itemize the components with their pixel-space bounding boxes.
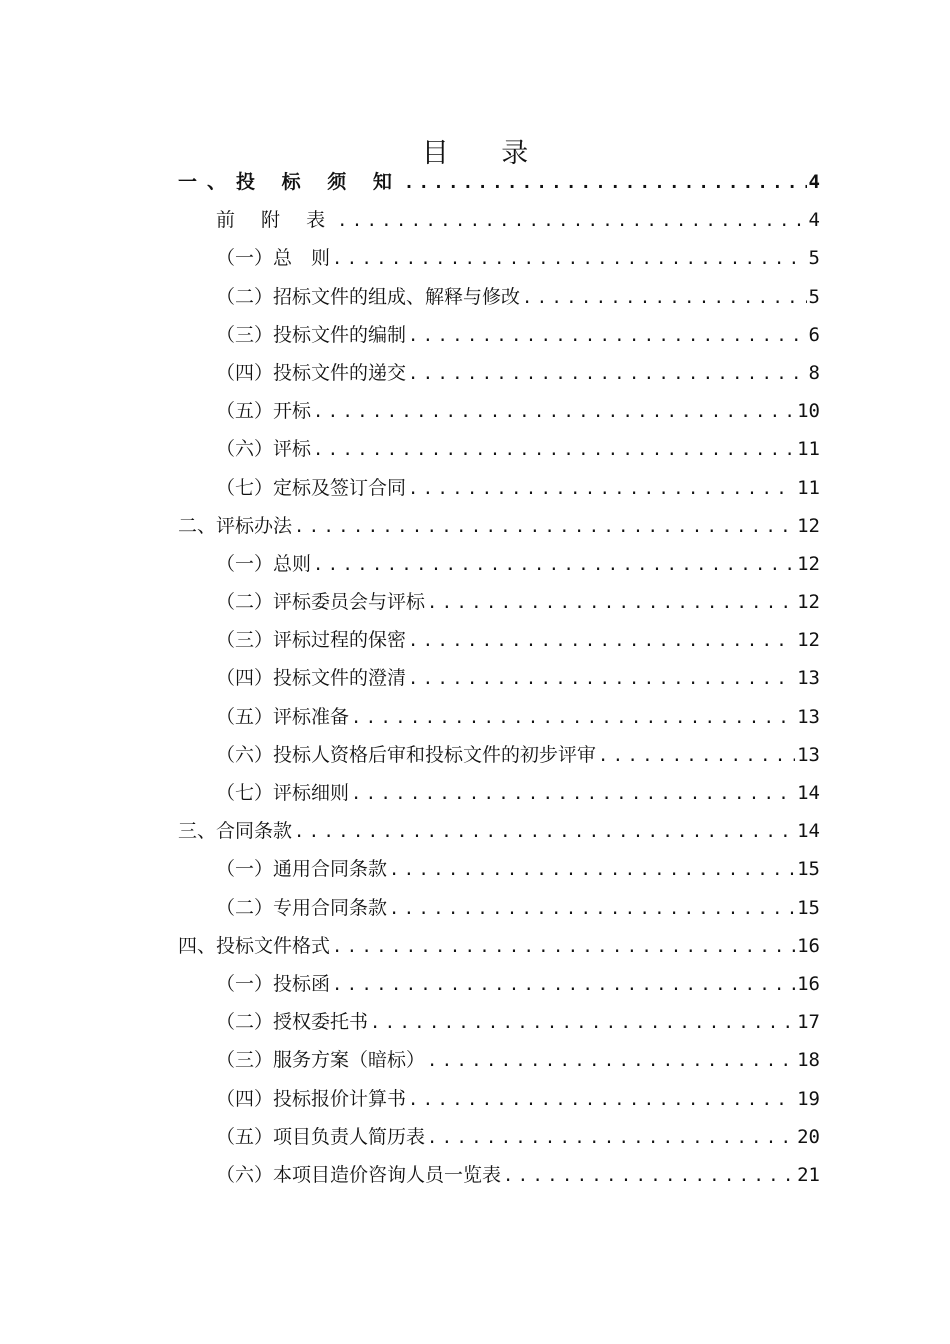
dot-leader — [370, 1004, 795, 1042]
toc-entry[interactable] — [178, 1118, 820, 1156]
toc-entry-label: （六）本项目造价咨询人员一览表 — [216, 1163, 502, 1186]
toc-entry[interactable] — [178, 927, 820, 965]
dot-leader — [313, 393, 795, 431]
toc-entry-label: （二）招标文件的组成、解释与修改 — [216, 285, 521, 308]
toc-page-number: 14 — [797, 820, 820, 843]
toc-page-number: 20 — [797, 1125, 820, 1148]
toc-entry-label: 三、合同条款 — [178, 820, 293, 843]
toc-page-number: 8 — [808, 361, 820, 384]
toc-entry[interactable] — [178, 507, 820, 545]
toc-entry-label: 前 附 表 — [216, 209, 336, 232]
toc-page-number: 21 — [797, 1163, 820, 1186]
toc-page-number: 13 — [797, 743, 820, 766]
toc-entry-label: （五）项目负责人简历表 — [216, 1125, 426, 1148]
toc-page-number: 11 — [797, 438, 820, 461]
toc-entry-label: （一）总 则 — [216, 247, 331, 270]
dot-leader — [408, 622, 795, 660]
toc-page-number: 12 — [797, 552, 820, 575]
toc-entry-label: （二）授权委托书 — [216, 1011, 369, 1034]
toc-page-number: 12 — [797, 629, 820, 652]
toc-entry-label: （二）评标委员会与评标 — [216, 591, 426, 614]
toc-entry-label: （六）投标人资格后审和投标文件的初步评审 — [216, 743, 597, 766]
dot-leader — [408, 660, 795, 698]
toc-entry-label: （三）投标文件的编制 — [216, 323, 407, 346]
toc-page-number: 19 — [797, 1087, 820, 1110]
dot-leader — [294, 508, 795, 546]
toc-page-number: 5 — [808, 285, 820, 308]
toc-entry-label: （一）总则 — [216, 552, 312, 575]
toc-entry[interactable] — [178, 583, 820, 621]
dot-leader — [337, 202, 806, 240]
toc-page-number: 13 — [797, 667, 820, 690]
dot-leader — [408, 1081, 795, 1119]
toc-entry[interactable] — [178, 850, 820, 888]
toc-entry[interactable] — [178, 774, 820, 812]
dot-leader — [332, 240, 807, 278]
toc-page-number: 16 — [797, 972, 820, 995]
toc-entry[interactable] — [178, 430, 820, 468]
toc-page-number: 14 — [797, 782, 820, 804]
table-of-contents — [178, 163, 820, 1194]
toc-entry[interactable] — [178, 1156, 820, 1194]
dot-leader — [503, 1157, 795, 1195]
toc-entry-label: 四、投标文件格式 — [178, 934, 331, 957]
toc-entry[interactable] — [178, 698, 820, 736]
toc-page-number: 12 — [797, 514, 820, 537]
toc-entry[interactable] — [178, 469, 820, 507]
toc-entry[interactable] — [178, 965, 820, 1003]
toc-page-number: 10 — [797, 400, 820, 423]
toc-entry[interactable] — [178, 316, 820, 354]
dot-leader — [294, 813, 795, 851]
toc-entry-label: 二、评标办法 — [178, 514, 293, 537]
toc-entry-label: （四）投标文件的递交 — [216, 361, 407, 384]
toc-entry[interactable] — [178, 545, 820, 583]
toc-entry[interactable] — [178, 201, 820, 239]
toc-page-number: 12 — [797, 591, 820, 614]
toc-entry[interactable] — [178, 812, 820, 850]
dot-leader — [408, 470, 795, 508]
dot-leader — [313, 546, 795, 584]
dot-leader — [427, 1042, 795, 1080]
dot-leader — [408, 317, 807, 355]
toc-entry-label: （四）投标报价计算书 — [216, 1087, 407, 1110]
toc-page-number: 15 — [797, 858, 820, 881]
toc-entry[interactable] — [178, 278, 820, 316]
dot-leader — [598, 737, 795, 775]
toc-page-number: 13 — [797, 705, 820, 728]
toc-entry-label: （二）专用合同条款 — [216, 896, 388, 919]
toc-page-number: 4 — [808, 171, 820, 193]
toc-entry-label: （一）通用合同条款 — [216, 858, 388, 881]
toc-page-number: 18 — [797, 1049, 820, 1072]
toc-page-number: 4 — [808, 209, 820, 232]
toc-entry-label: （四）投标文件的澄清 — [216, 667, 407, 690]
toc-page-number: 17 — [797, 1011, 820, 1034]
toc-page-number: 15 — [797, 896, 820, 919]
toc-entry-label: （六）评标 — [216, 438, 312, 461]
dot-leader — [332, 928, 795, 966]
toc-entry[interactable] — [178, 889, 820, 927]
toc-entry[interactable] — [178, 392, 820, 430]
dot-leader — [522, 279, 807, 317]
dot-leader — [351, 775, 795, 813]
toc-entry[interactable] — [178, 1080, 820, 1118]
toc-entry[interactable] — [178, 1003, 820, 1041]
toc-entry[interactable] — [178, 736, 820, 774]
dot-leader — [427, 584, 795, 622]
dot-leader — [408, 355, 807, 393]
toc-entry[interactable] — [178, 239, 820, 277]
toc-entry[interactable] — [178, 163, 820, 201]
toc-page-number: 6 — [808, 323, 820, 346]
dot-leader — [313, 431, 795, 469]
dot-leader — [351, 699, 795, 737]
toc-entry[interactable] — [178, 659, 820, 697]
toc-entry[interactable] — [178, 621, 820, 659]
dot-leader — [389, 851, 795, 889]
toc-entry-label: （五）评标准备 — [216, 705, 350, 728]
toc-page-number: 11 — [797, 476, 820, 499]
toc-entry-label: （七）定标及签订合同 — [216, 476, 407, 499]
dot-leader — [332, 966, 795, 1004]
toc-entry[interactable] — [178, 1041, 820, 1079]
dot-leader — [427, 1119, 795, 1157]
toc-entry-label: （七）评标细则 — [216, 782, 350, 804]
toc-entry-label: （五）开标 — [216, 400, 312, 423]
dot-leader — [389, 890, 795, 928]
page-title: 目 录 — [421, 138, 551, 169]
toc-entry-label: （一）投标函 — [216, 972, 331, 995]
toc-page-number: 5 — [808, 247, 820, 270]
toc-entry-label: （三）评标过程的保密 — [216, 629, 407, 652]
toc-page-number: 16 — [797, 934, 820, 957]
toc-entry-label: （三）服务方案（暗标） — [216, 1049, 426, 1072]
toc-entry[interactable] — [178, 354, 820, 392]
toc-entry-label: 一、投 标 须 知 — [178, 171, 402, 193]
dot-leader — [404, 164, 807, 202]
